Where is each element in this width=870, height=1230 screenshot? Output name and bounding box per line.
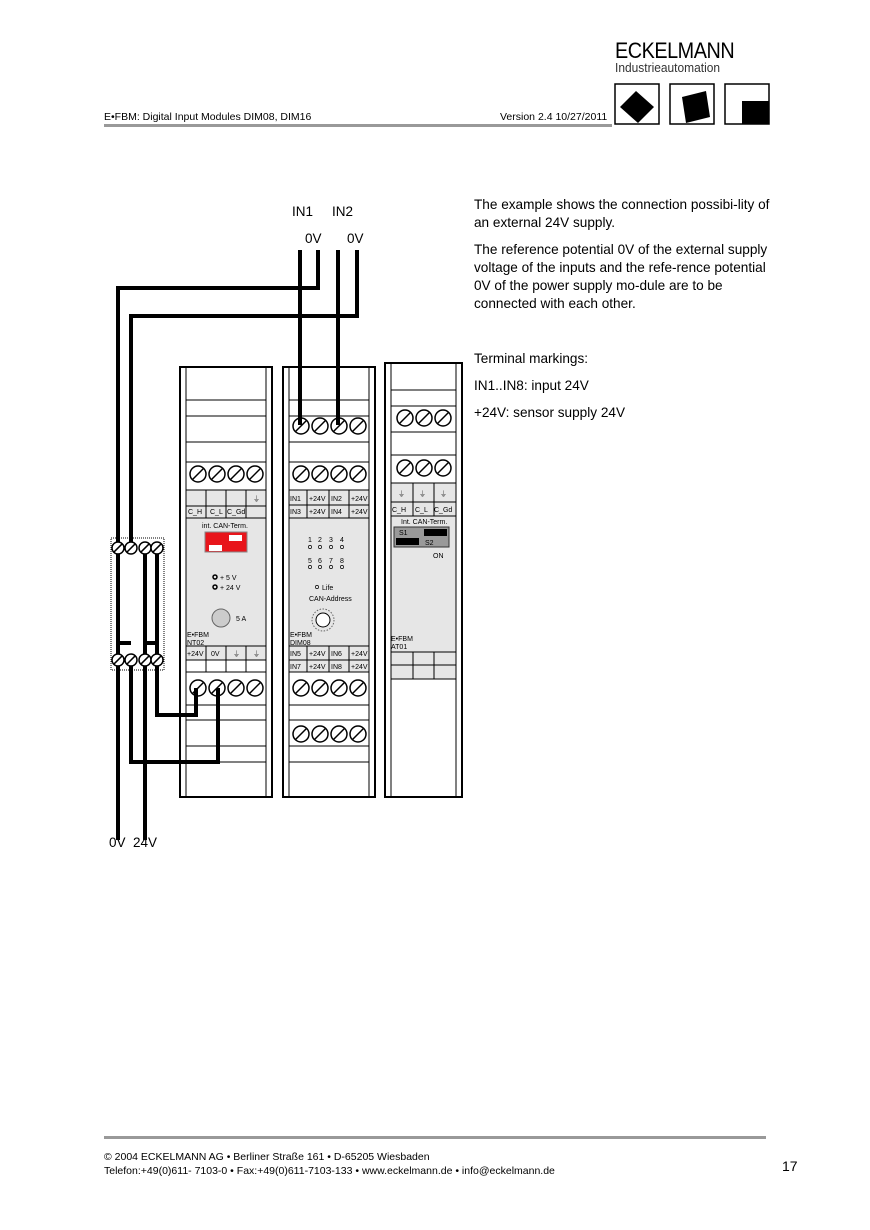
page-number: 17	[782, 1158, 798, 1174]
document-title: E•FBM: Digital Input Modules DIM08, DIM16	[104, 111, 312, 123]
label-in1: IN1	[292, 204, 314, 219]
nt02-fuse: 5 A	[236, 616, 247, 623]
dim08-in1: IN1	[290, 496, 301, 503]
document-version: Version 2.4 10/27/2011	[500, 111, 608, 123]
svg-text:⏚: ⏚	[398, 491, 405, 498]
at01-bus-cl: C_L	[415, 507, 428, 514]
nt02-terminal-0v: 0V	[211, 651, 220, 658]
led-label: 2	[318, 537, 322, 544]
at01-can-term: Int. CAN-Term.	[401, 519, 448, 526]
nt02-led-5v: + 5 V	[220, 575, 237, 582]
dim08-can-address-label: CAN-Address	[309, 596, 352, 603]
nt02-led-24v: + 24 V	[220, 585, 241, 592]
nt02-model: NT02	[187, 640, 205, 647]
dim08-model: DIM08	[290, 640, 311, 647]
at01-bus-cgd: C_Gd	[434, 507, 453, 514]
dim08-in2: IN2	[331, 496, 342, 503]
fuse-icon	[212, 609, 230, 627]
paragraph-2: The reference potential 0V of the external supply voltage of the inputs and the refe-rence potential 0V of the power supply mo-dule are to be connected with each other.	[474, 242, 768, 311]
logo-squares-icon	[614, 83, 770, 125]
dim08-in6: IN6	[331, 651, 342, 658]
wiring-diagram	[0, 0, 480, 870]
paragraph-5: +24V: sensor supply 24V	[474, 405, 626, 420]
led-label: 3	[329, 537, 333, 544]
at01-s1: S1	[399, 530, 408, 537]
dim08-in8: IN8	[331, 664, 342, 671]
module-at01	[385, 363, 462, 797]
logo-name: ECKELMANN	[615, 38, 735, 63]
dim08-brand: E•FBM	[290, 632, 312, 639]
nt02-bus-ch: C_H	[188, 509, 203, 516]
at01-brand: E•FBM	[391, 636, 413, 643]
led-label: 1	[308, 537, 312, 544]
label-0v-bottom: 0V	[109, 835, 126, 850]
dim08-in7: IN7	[290, 664, 301, 671]
at01-model: AT01	[391, 644, 408, 651]
dim08-24v: +24V	[309, 651, 326, 658]
led-label: 5	[308, 558, 312, 565]
dim08-24v: +24V	[309, 496, 326, 503]
label-0v-1: 0V	[305, 231, 322, 246]
svg-text:⏚: ⏚	[233, 651, 240, 658]
footer-divider	[104, 1136, 766, 1139]
dim08-24v: +24V	[309, 509, 326, 516]
svg-text:⏚: ⏚	[253, 651, 260, 658]
at01-s2: S2	[425, 540, 434, 547]
module-nt02	[180, 367, 272, 797]
dim08-in5: IN5	[290, 651, 301, 658]
footer-contact: Telefon:+49(0)611- 7103-0 • Fax:+49(0)611-7103-133 • www.eckelmann.de • info@eckelmann.de	[104, 1165, 555, 1177]
label-24v-bottom: 24V	[133, 835, 158, 850]
paragraph-4: IN1..IN8: input 24V	[474, 378, 589, 393]
led-label: 4	[340, 537, 344, 544]
nt02-can-term: int. CAN-Term.	[202, 523, 248, 530]
paragraph-3: Terminal markings:	[474, 351, 589, 366]
at01-on: ON	[433, 553, 444, 560]
nt02-brand: E•FBM	[187, 632, 209, 639]
svg-text:⏚: ⏚	[253, 496, 260, 503]
nt02-terminal-24v: +24V	[187, 651, 204, 658]
svg-text:⏚: ⏚	[419, 491, 426, 498]
rotary-switch-icon[interactable]	[316, 613, 330, 627]
led-label: 8	[340, 558, 344, 565]
dim08-24v: +24V	[351, 496, 368, 503]
dim08-life-label: Life	[322, 585, 334, 592]
at01-bus-ch: C_H	[392, 507, 407, 514]
dim08-24v: +24V	[351, 509, 368, 516]
logo-subtitle: Industrieautomation	[615, 60, 721, 75]
nt02-bus-cgd: C_Gd	[227, 509, 246, 516]
label-in2: IN2	[332, 204, 354, 219]
dim08-24v: +24V	[351, 651, 368, 658]
led-label: 6	[318, 558, 322, 565]
led-label: 7	[329, 558, 333, 565]
label-0v-2: 0V	[347, 231, 364, 246]
dim08-in3: IN3	[290, 509, 301, 516]
nt02-bus-cl: C_L	[210, 509, 223, 516]
dim08-in4: IN4	[331, 509, 342, 516]
paragraph-1: The example shows the connection possibi-lity of an external 24V supply.	[474, 197, 770, 230]
svg-text:⏚: ⏚	[440, 491, 447, 498]
dim08-24v: +24V	[351, 664, 368, 671]
footer-address: © 2004 ECKELMANN AG • Berliner Straße 161 • D-65205 Wiesbaden	[104, 1151, 430, 1163]
dim08-24v: +24V	[309, 664, 326, 671]
